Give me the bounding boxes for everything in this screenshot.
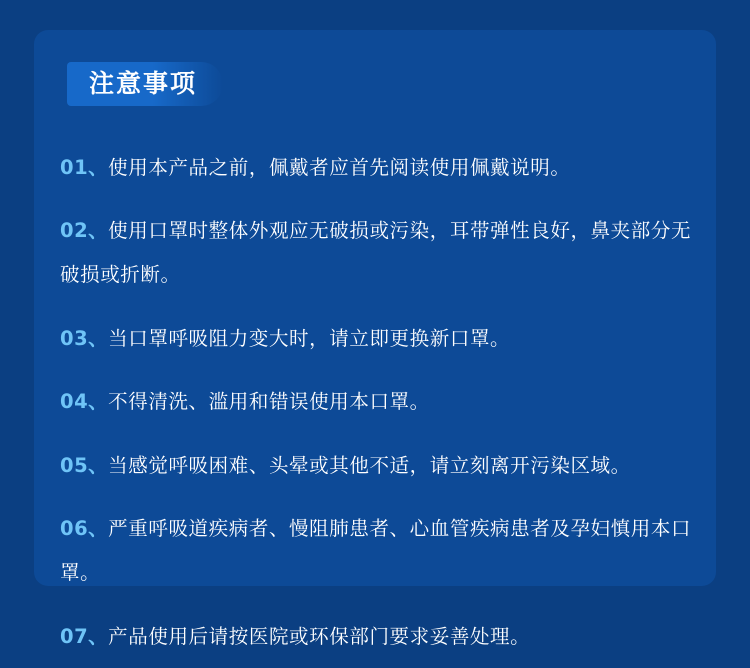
list-item-text: 当感觉呼吸困难、头晕或其他不适，请立刻离开污染区域。 (108, 454, 631, 477)
list-item-number: 07、 (60, 624, 109, 648)
list-item-text: 产品使用后请按医院或环保部门要求妥善处理。 (108, 625, 531, 648)
list-item (60, 507, 700, 595)
list-item-text: 不得清洗、滥用和错误使用本口罩。 (108, 391, 430, 413)
list-item-text: 使用本产品之前，佩戴者应首先阅读使用佩戴说明。 (108, 156, 571, 179)
list-item-text: 严重呼吸道疾病者、慢阻肺患者、心血管疾病患者及孕妇慎用本口罩。 (60, 518, 692, 584)
list-item-number: 03、 (60, 326, 109, 350)
page-title: 注意事项 (89, 69, 198, 98)
list-item (60, 209, 700, 297)
notice-card (34, 30, 716, 648)
list-item (60, 444, 700, 488)
list-item-number: 05、 (60, 453, 109, 477)
list-item-number: 01、 (60, 155, 109, 179)
list-item (60, 380, 700, 424)
list-item (60, 615, 700, 659)
notice-list (60, 126, 700, 668)
list-item-text: 使用口罩时整体外观应无破损或污染，耳带弹性良好，鼻夹部分无破损或折断。 (60, 220, 692, 286)
title-badge (67, 62, 223, 106)
list-item (60, 146, 700, 190)
list-item (60, 317, 700, 361)
list-item-text: 当口罩呼吸阻力变大时，请立即更换新口罩。 (108, 327, 511, 350)
list-item-number: 04、 (60, 390, 109, 413)
title-container (67, 62, 223, 106)
list-item-number: 06、 (60, 517, 109, 540)
list-item-number: 02、 (60, 219, 109, 242)
